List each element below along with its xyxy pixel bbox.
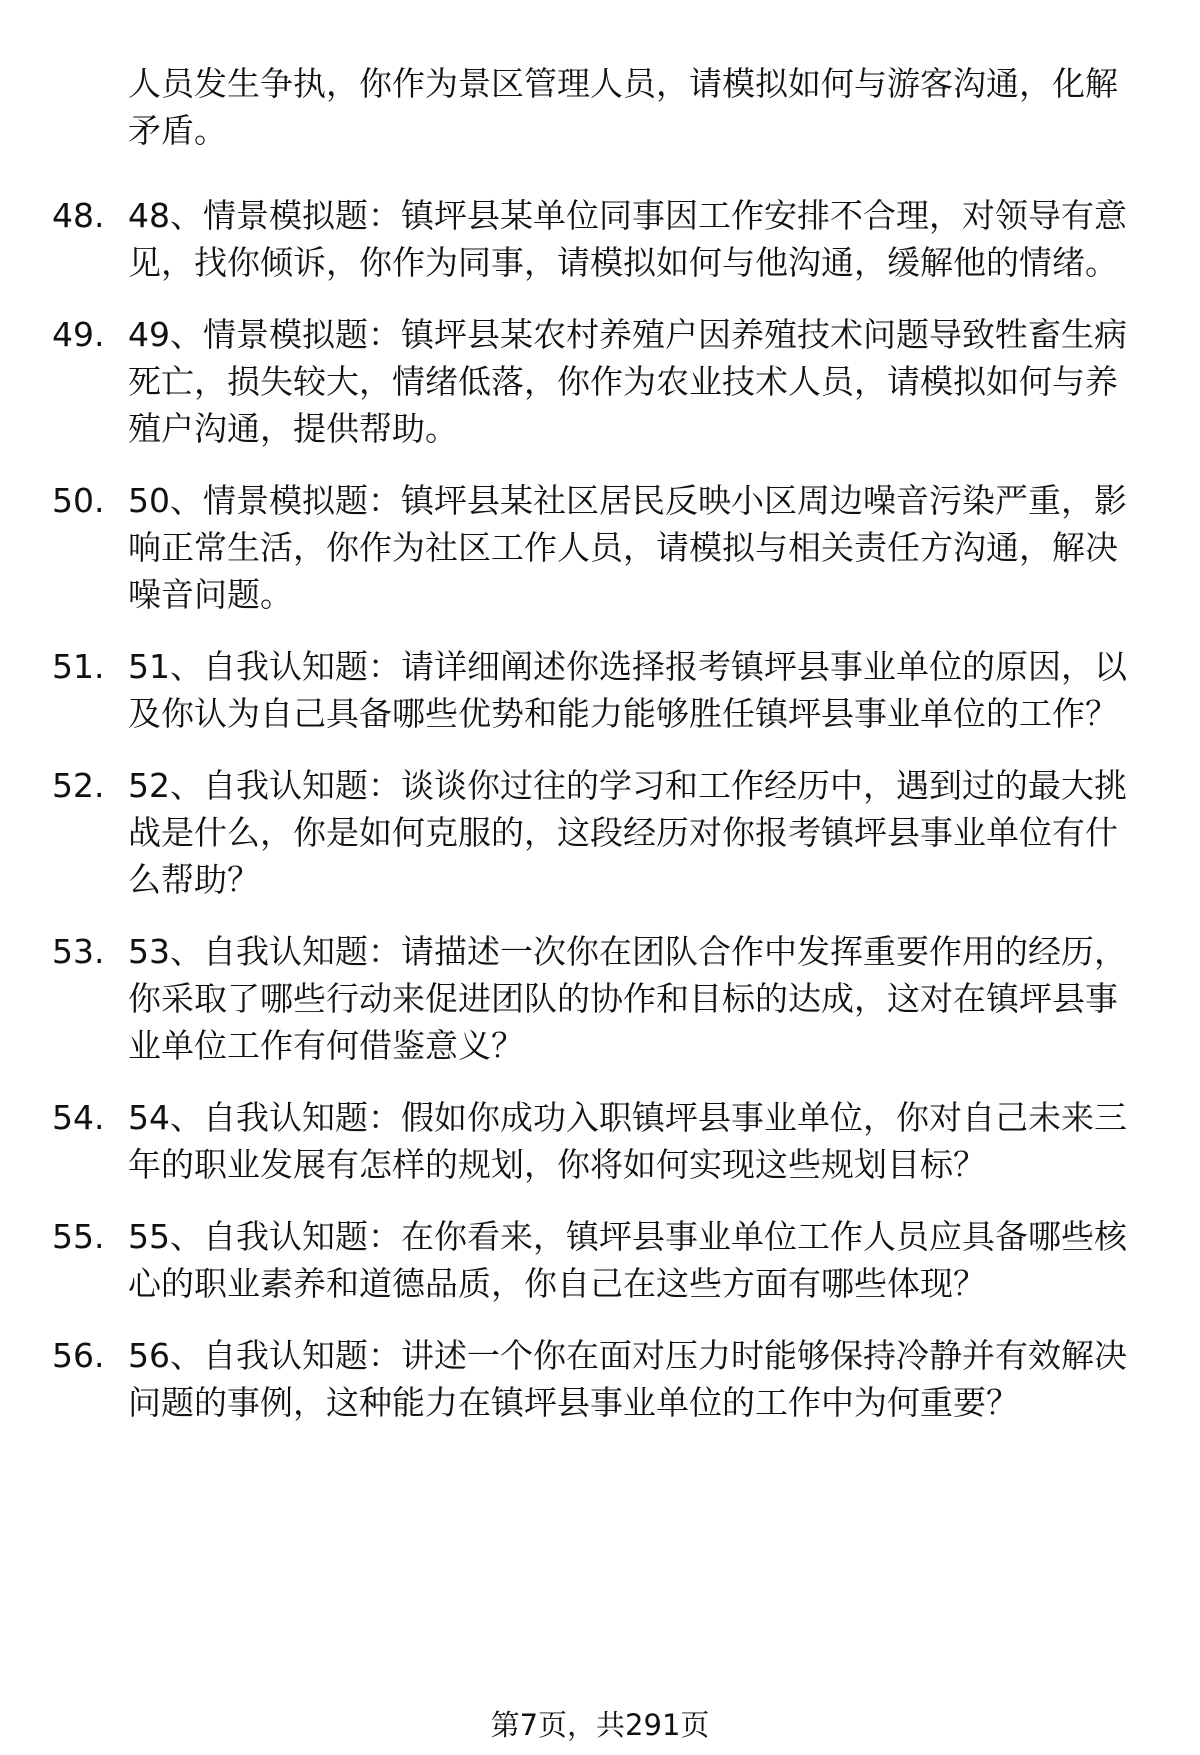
question-text: 53、自我认知题：请描述一次你在团队合作中发挥重要作用的经历，你采取了哪些行动来促进团队的协作和目标的达成，这对在镇坪县事业单位工作有何借鉴意义？: [128, 932, 1127, 1065]
question-number: 53.: [52, 932, 105, 971]
question-number: 48.: [52, 196, 105, 235]
question-number: 56.: [52, 1336, 105, 1375]
question-text: 54、自我认知题：假如你成功入职镇坪县事业单位，你对自己未来三年的职业发展有怎样的规划，你将如何实现这些规划目标？: [128, 1098, 1127, 1184]
question-text: 48、情景模拟题：镇坪县某单位同事因工作安排不合理，对领导有意见，找你倾诉，你作为同事，请模拟如何与他沟通，缓解他的情绪。: [128, 196, 1127, 282]
question-list: [52, 192, 1152, 1451]
question-item-54: [52, 1094, 1152, 1188]
question-text: 56、自我认知题：讲述一个你在面对压力时能够保持冷静并有效解决问题的事例，这种能力在镇坪县事业单位的工作中为何重要？: [128, 1336, 1127, 1422]
question-number: 51.: [52, 647, 105, 686]
question-number: 55.: [52, 1217, 105, 1256]
question-text: 52、自我认知题：谈谈你过往的学习和工作经历中，遇到过的最大挑战是什么，你是如何克服的，这段经历对你报考镇坪县事业单位有什么帮助？: [128, 766, 1127, 899]
question-item-48: [52, 192, 1152, 286]
question-item-49: [52, 311, 1152, 452]
question-number: 54.: [52, 1098, 105, 1137]
question-text: 51、自我认知题：请详细阐述你选择报考镇坪县事业单位的原因，以及你认为自己具备哪些优势和能力能够胜任镇坪县事业单位的工作？: [128, 647, 1127, 733]
question-text: 55、自我认知题：在你看来，镇坪县事业单位工作人员应具备哪些核心的职业素养和道德品质，你自己在这些方面有哪些体现？: [128, 1217, 1127, 1303]
question-number: 50.: [52, 481, 105, 520]
question-text: 49、情景模拟题：镇坪县某农村养殖户因养殖技术问题导致牲畜生病死亡，损失较大，情绪低落，你作为农业技术人员，请模拟如何与养殖户沟通，提供帮助。: [128, 315, 1127, 448]
question-item-50: [52, 477, 1152, 618]
question-item-56: [52, 1332, 1152, 1426]
question-item-55: [52, 1213, 1152, 1307]
question-item-53: [52, 928, 1152, 1069]
page-footer: 第7页，共291页: [490, 1708, 710, 1742]
question-item-52: [52, 762, 1152, 903]
question-number: 52.: [52, 766, 105, 805]
question-number: 49.: [52, 315, 105, 354]
question-text: 50、情景模拟题：镇坪县某社区居民反映小区周边噪音污染严重，影响正常生活，你作为社区工作人员，请模拟与相关责任方沟通，解决噪音问题。: [128, 481, 1127, 614]
continued-question-text: 人员发生争执，你作为景区管理人员，请模拟如何与游客沟通，化解矛盾。: [128, 64, 1118, 150]
question-item-51: [52, 643, 1152, 737]
